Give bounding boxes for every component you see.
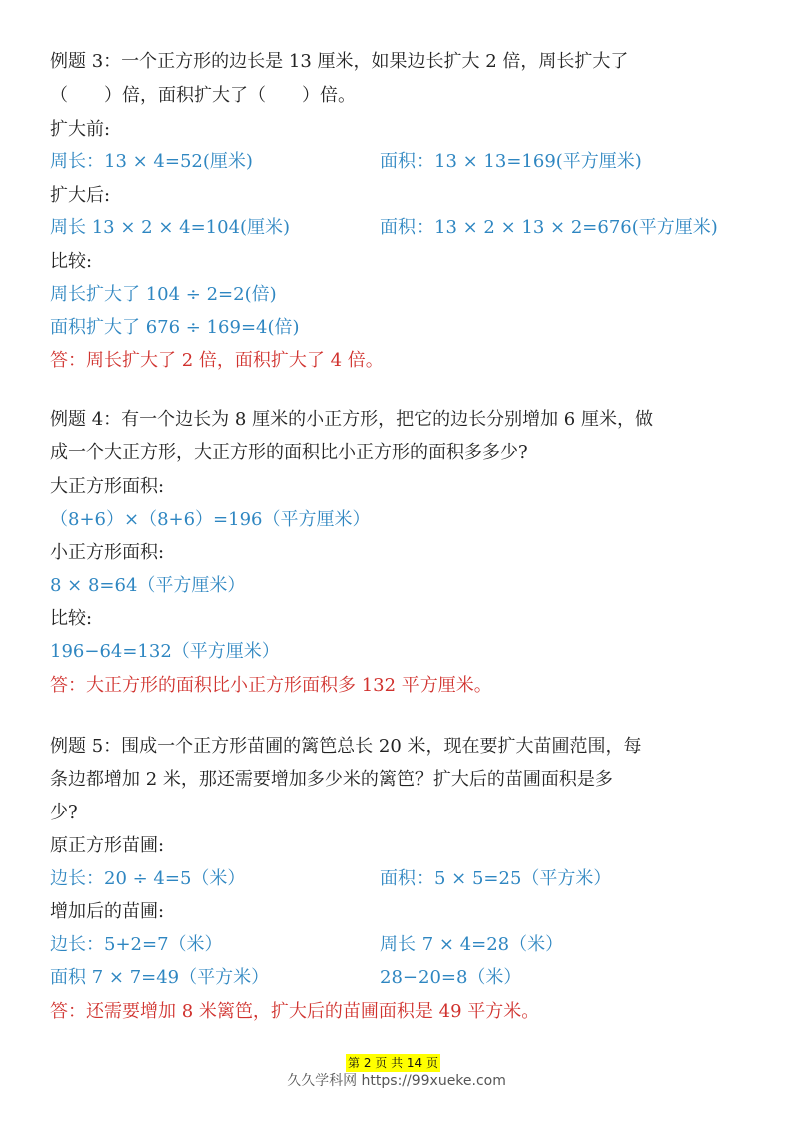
ex3-question-line-2: （ ）倍，面积扩大了（ ）倍。 [50, 85, 356, 106]
ex5-new-heading: 增加后的苗圃: [50, 901, 165, 922]
ex4-small-heading: 小正方形面积: [50, 542, 165, 563]
ex3-before-area: 面积：13 × 13=169(平方厘米) [380, 151, 642, 172]
ex3-compare-heading: 比较: [50, 251, 93, 272]
site-watermark: 久久学科网 https://99xueke.com [287, 1073, 506, 1089]
ex3-compare-perimeter: 周长扩大了 104 ÷ 2=2(倍) [50, 284, 277, 305]
ex5-question-line-3: 少? [50, 802, 78, 823]
ex5-answer: 答：还需要增加 8 米篱笆，扩大后的苗圃面积是 49 平方米。 [50, 1001, 540, 1022]
ex4-small-calc: 8 × 8=64（平方厘米） [50, 575, 246, 596]
ex5-question-line-1: 例题 5：围成一个正方形苗圃的篱笆总长 20 米，现在要扩大苗圃范围，每 [50, 736, 642, 757]
ex3-answer: 答：周长扩大了 2 倍，面积扩大了 4 倍。 [50, 350, 384, 371]
ex3-before-perimeter: 周长：13 × 4=52(厘米) [50, 151, 253, 172]
ex3-question-line-1: 例题 3：一个正方形的边长是 13 厘米，如果边长扩大 2 倍，周长扩大了 [50, 51, 629, 72]
page-number: 第 2 页 共 14 页 [348, 1056, 438, 1070]
ex4-answer: 答：大正方形的面积比小正方形面积多 132 平方厘米。 [50, 675, 492, 696]
ex3-after-perimeter: 周长 13 × 2 × 4=104(厘米) [50, 217, 291, 238]
ex3-compare-area: 面积扩大了 676 ÷ 169=4(倍) [50, 317, 300, 338]
ex5-original-heading: 原正方形苗圃: [50, 835, 165, 856]
ex4-big-calc: （8+6）×（8+6）=196（平方厘米） [50, 509, 371, 530]
ex5-original-side: 边长：20 ÷ 4=5（米） [50, 868, 246, 889]
ex5-new-perimeter: 周长 7 × 4=28（米） [380, 934, 564, 955]
ex5-original-area: 面积：5 × 5=25（平方米） [380, 868, 612, 889]
ex4-compare-heading: 比较: [50, 608, 93, 629]
ex5-fence-difference: 28−20=8（米） [380, 967, 522, 988]
ex5-question-line-2: 条边都增加 2 米，那还需要增加多少米的篱笆？扩大后的苗圃面积是多 [50, 769, 613, 790]
ex3-after-area: 面积：13 × 2 × 13 × 2=676(平方厘米) [380, 217, 718, 238]
ex4-big-heading: 大正方形面积: [50, 476, 165, 497]
ex3-after-heading: 扩大后: [50, 185, 111, 206]
ex4-question-line-2: 成一个大正方形，大正方形的面积比小正方形的面积多多少? [50, 442, 528, 463]
ex4-compare-calc: 196−64=132（平方厘米） [50, 641, 280, 662]
ex3-before-heading: 扩大前: [50, 119, 111, 140]
ex5-new-side: 边长：5+2=7（米） [50, 934, 223, 955]
ex4-question-line-1: 例题 4：有一个边长为 8 厘米的小正方形，把它的边长分别增加 6 厘米，做 [50, 409, 653, 430]
ex5-new-area: 面积 7 × 7=49（平方米） [50, 967, 270, 988]
